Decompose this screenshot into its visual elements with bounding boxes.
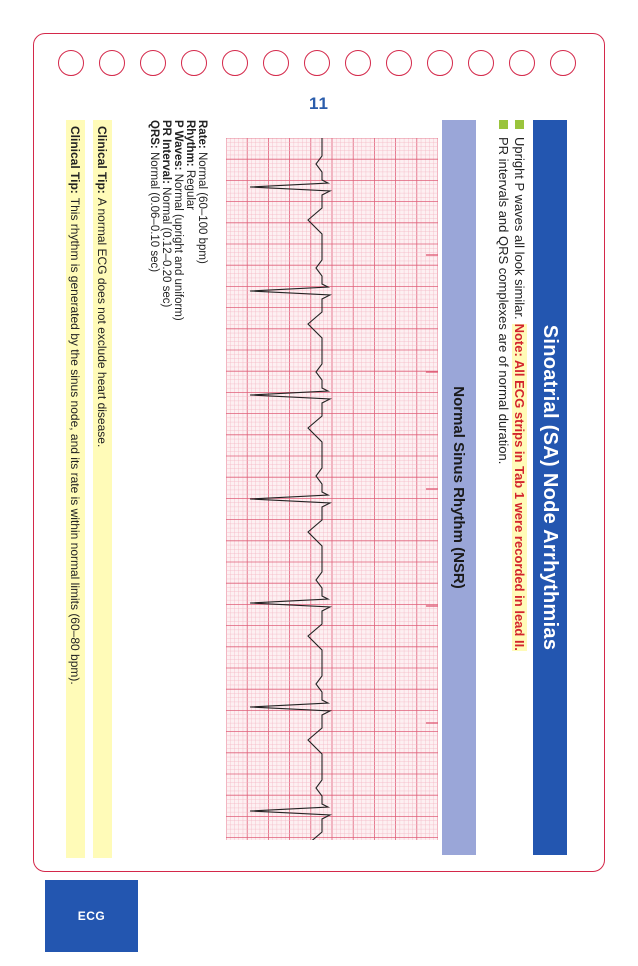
- clinical-tip-text: This rhythm is generated by the sinus node, and its rate is within normal limits (60–80 bpm).: [68, 197, 83, 685]
- binder-hole: [304, 50, 330, 76]
- section-tab[interactable]: [45, 880, 138, 952]
- binder-hole: [468, 50, 494, 76]
- section-tab-label: ECG: [77, 909, 106, 923]
- rhythm-criteria: [148, 120, 208, 520]
- binder-hole: [99, 50, 125, 76]
- section-title: [533, 120, 567, 855]
- criteria-rate: Rate: Normal (60–100 bpm): [196, 120, 208, 264]
- criteria-qrs: QRS: Normal (0.06–0.10 sec): [148, 120, 160, 273]
- page-number: 11: [309, 94, 329, 113]
- binder-hole: [345, 50, 371, 76]
- binder-hole: [386, 50, 412, 76]
- bullet-text: PR intervals and QRS complexes are of normal duration.: [496, 137, 512, 465]
- bullet-list: [496, 120, 528, 855]
- bullet-item: [496, 120, 512, 855]
- criteria-rhythm: Rhythm: Regular: [184, 120, 196, 211]
- section-title-text: Sinoatrial (SA) Node Arrhythmias: [539, 324, 562, 651]
- clinical-tip: [66, 120, 85, 858]
- bullet-marker: [500, 120, 509, 129]
- strip-title-bar: [442, 120, 476, 855]
- criteria-pr-interval: PR Interval: Normal (0.12–0.20 sec): [160, 120, 172, 308]
- bullet-text: Upright P waves all look similar.: [512, 137, 528, 320]
- binder-holes: [58, 50, 578, 80]
- strip-title: Normal Sinus Rhythm (NSR): [450, 386, 468, 589]
- binder-hole: [550, 50, 576, 76]
- binder-hole: [222, 50, 248, 76]
- criteria-p-waves: P Waves: Normal (upright and uniform): [172, 120, 184, 321]
- clinical-tip-label: Clinical Tip:: [68, 126, 83, 194]
- binder-hole: [181, 50, 207, 76]
- binder-hole: [58, 50, 84, 76]
- lead-note: Note: All ECG strips in Tab 1 were recorded in lead II.: [512, 323, 528, 651]
- bullet-marker: [516, 120, 525, 129]
- binder-hole: [509, 50, 535, 76]
- clinical-tip-label: Clinical Tip:: [95, 126, 110, 194]
- ecg-strip: [226, 138, 438, 840]
- ecg-grid: [226, 138, 438, 840]
- binder-hole: [427, 50, 453, 76]
- binder-hole: [140, 50, 166, 76]
- clinical-tip: [93, 120, 112, 858]
- binder-hole: [263, 50, 289, 76]
- clinical-tip-text: A normal ECG does not exclude heart disease.: [95, 197, 110, 448]
- bullet-item: [512, 120, 528, 855]
